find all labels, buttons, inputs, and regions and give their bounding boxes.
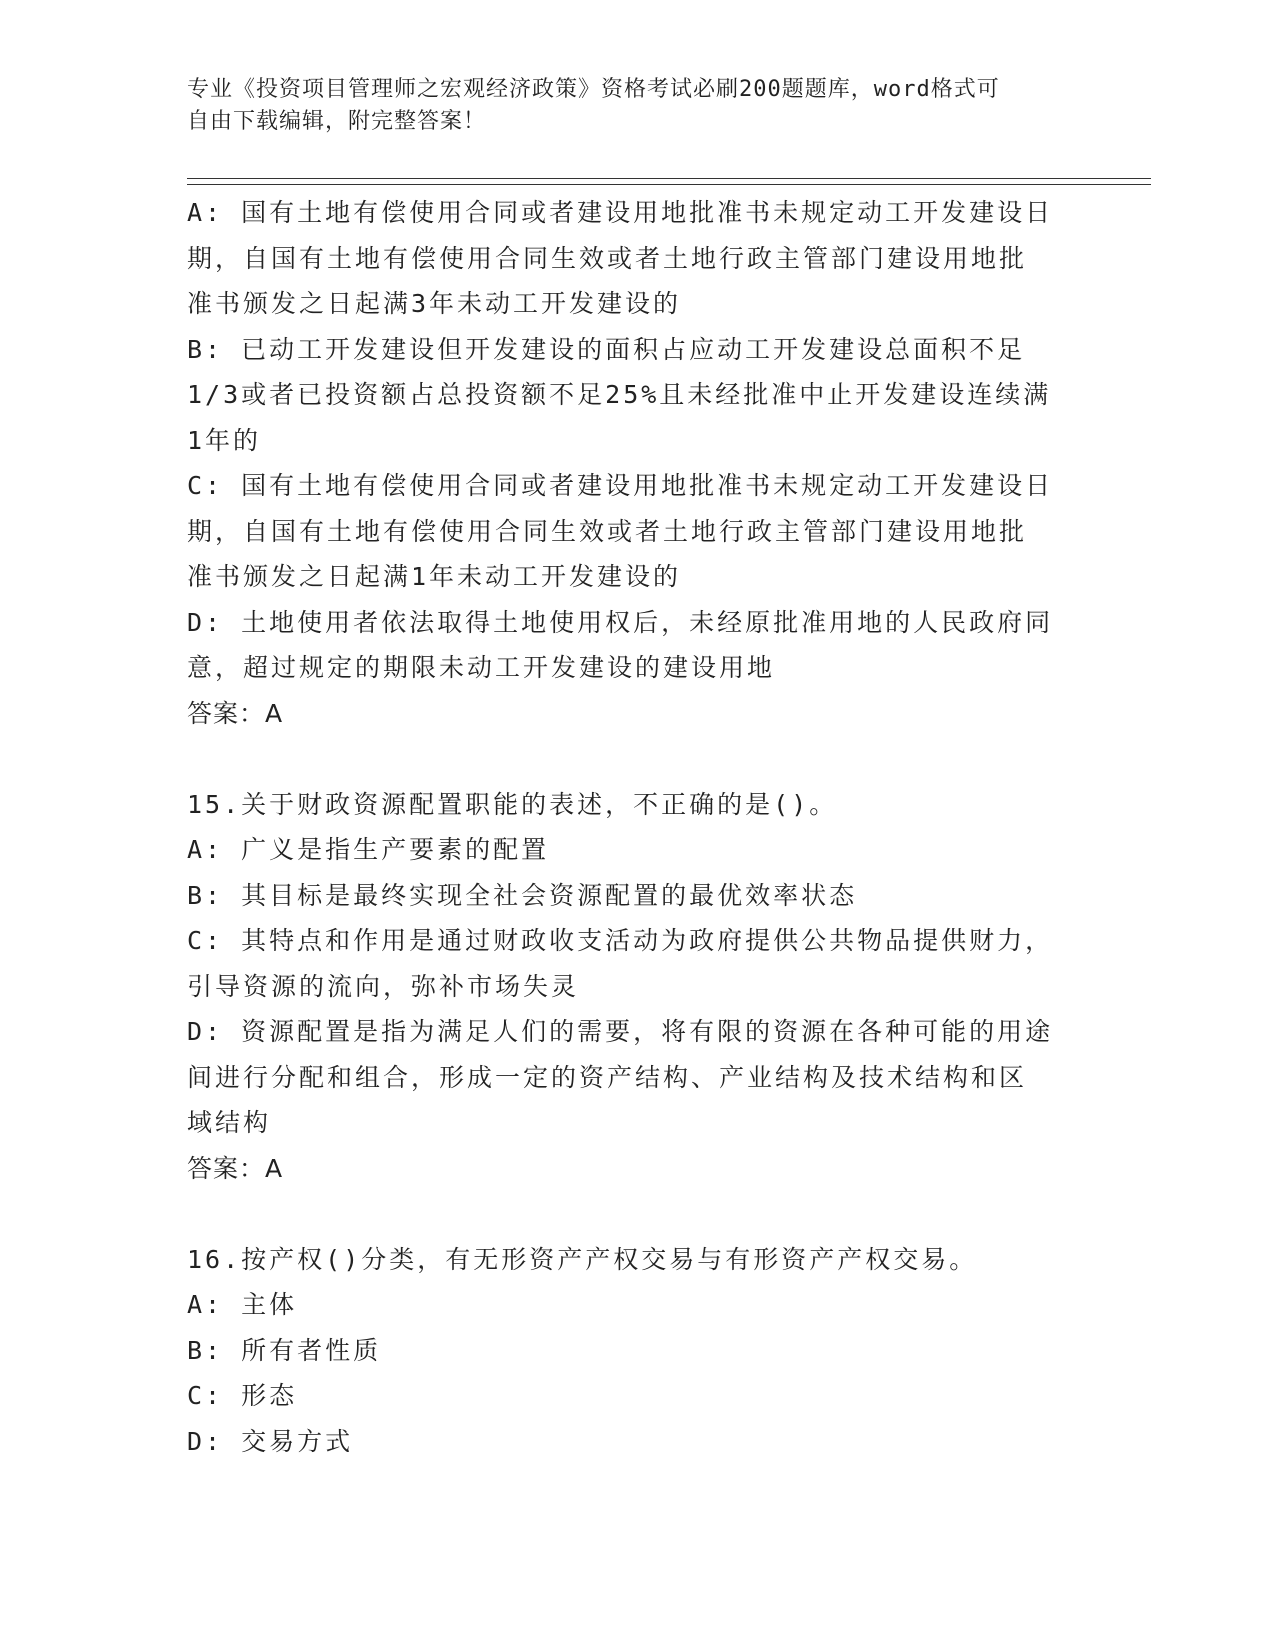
q16-question: 16.按产权()分类，有无形资产产权交易与有形资产产权交易。 [187, 1244, 978, 1274]
spacer [187, 736, 1087, 782]
q14-option-a-line-2: 期，自国有土地有偿使用合同生效或者土地行政主管部门建设用地批 [187, 243, 1028, 273]
q14-option-d-line-2: 意，超过规定的期限未动工开发建设的建设用地 [187, 653, 776, 682]
q16-option-c: C: 形态 [187, 1381, 298, 1410]
header-line-2: 自由下载编辑，附完整答案！ [187, 109, 487, 134]
q15-option-d-line-2: 间进行分配和组合，形成一定的资产结构、产业结构及技术结构和区 [187, 1062, 1028, 1092]
q14-option-a-line-1: A: 国有土地有偿使用合同或者建设用地批准书未规定动工开发建设日 [187, 198, 1054, 227]
q14-option-b-line-2: 1/3或者已投资额占总投资额不足25%且未经批准中止开发建设连续满 [187, 380, 1052, 409]
header-divider-bottom [187, 184, 1151, 185]
question-16-block [187, 1237, 1087, 1465]
q15-option-a: A: 广义是指生产要素的配置 [187, 835, 550, 864]
q14-option-c-line-1: C: 国有土地有偿使用合同或者建设用地批准书未规定动工开发建设日 [187, 471, 1054, 500]
q14-answer: 答案：A [187, 698, 284, 728]
q15-option-b: B: 其目标是最终实现全社会资源配置的最优效率状态 [187, 880, 858, 910]
q14-option-b [187, 327, 1087, 464]
question-14-block [187, 190, 1087, 736]
q14-option-a [187, 190, 1087, 327]
header-line-1: 专业《投资项目管理师之宏观经济政策》资格考试必刷200题题库，word格式可 [187, 77, 1000, 102]
q15-option-c-line-2: 引导资源的流向，弥补市场失灵 [187, 971, 580, 1001]
q15-question: 15.关于财政资源配置职能的表述，不正确的是()。 [187, 789, 838, 819]
spacer [187, 1191, 1087, 1237]
question-15-block [187, 782, 1087, 1192]
q14-option-b-line-1: B: 已动工开发建设但开发建设的面积占应动工开发建设总面积不足 [187, 334, 1026, 364]
q15-option-d-line-1: D: 资源配置是指为满足人们的需要，将有限的资源在各种可能的用途 [187, 1017, 1054, 1046]
q14-option-c-line-2: 期，自国有土地有偿使用合同生效或者土地行政主管部门建设用地批 [187, 516, 1028, 546]
q14-option-a-line-3: 准书颁发之日起满3年未动工开发建设的 [187, 289, 682, 318]
question-content [187, 190, 1087, 1464]
q15-option-c [187, 918, 1087, 1009]
q16-option-a: A: 主体 [187, 1290, 298, 1319]
q14-option-d-line-1: D: 土地使用者依法取得土地使用权后，未经原批准用地的人民政府同 [187, 607, 1054, 637]
q15-option-d-line-3: 域结构 [187, 1108, 272, 1137]
q16-option-b: B: 所有者性质 [187, 1335, 382, 1365]
q15-answer: 答案：A [187, 1153, 284, 1183]
q14-option-c [187, 463, 1087, 600]
q15-option-d [187, 1009, 1087, 1146]
q14-option-c-line-3: 准书颁发之日起满1年未动工开发建设的 [187, 562, 682, 591]
q15-option-c-line-1: C: 其特点和作用是通过财政收支活动为政府提供公共物品提供财力， [187, 926, 1054, 955]
q14-option-d [187, 600, 1087, 691]
q14-option-b-line-3: 1年的 [187, 425, 262, 455]
document-header [187, 74, 1067, 138]
q16-option-d: D: 交易方式 [187, 1426, 354, 1456]
header-divider-top [187, 178, 1151, 179]
